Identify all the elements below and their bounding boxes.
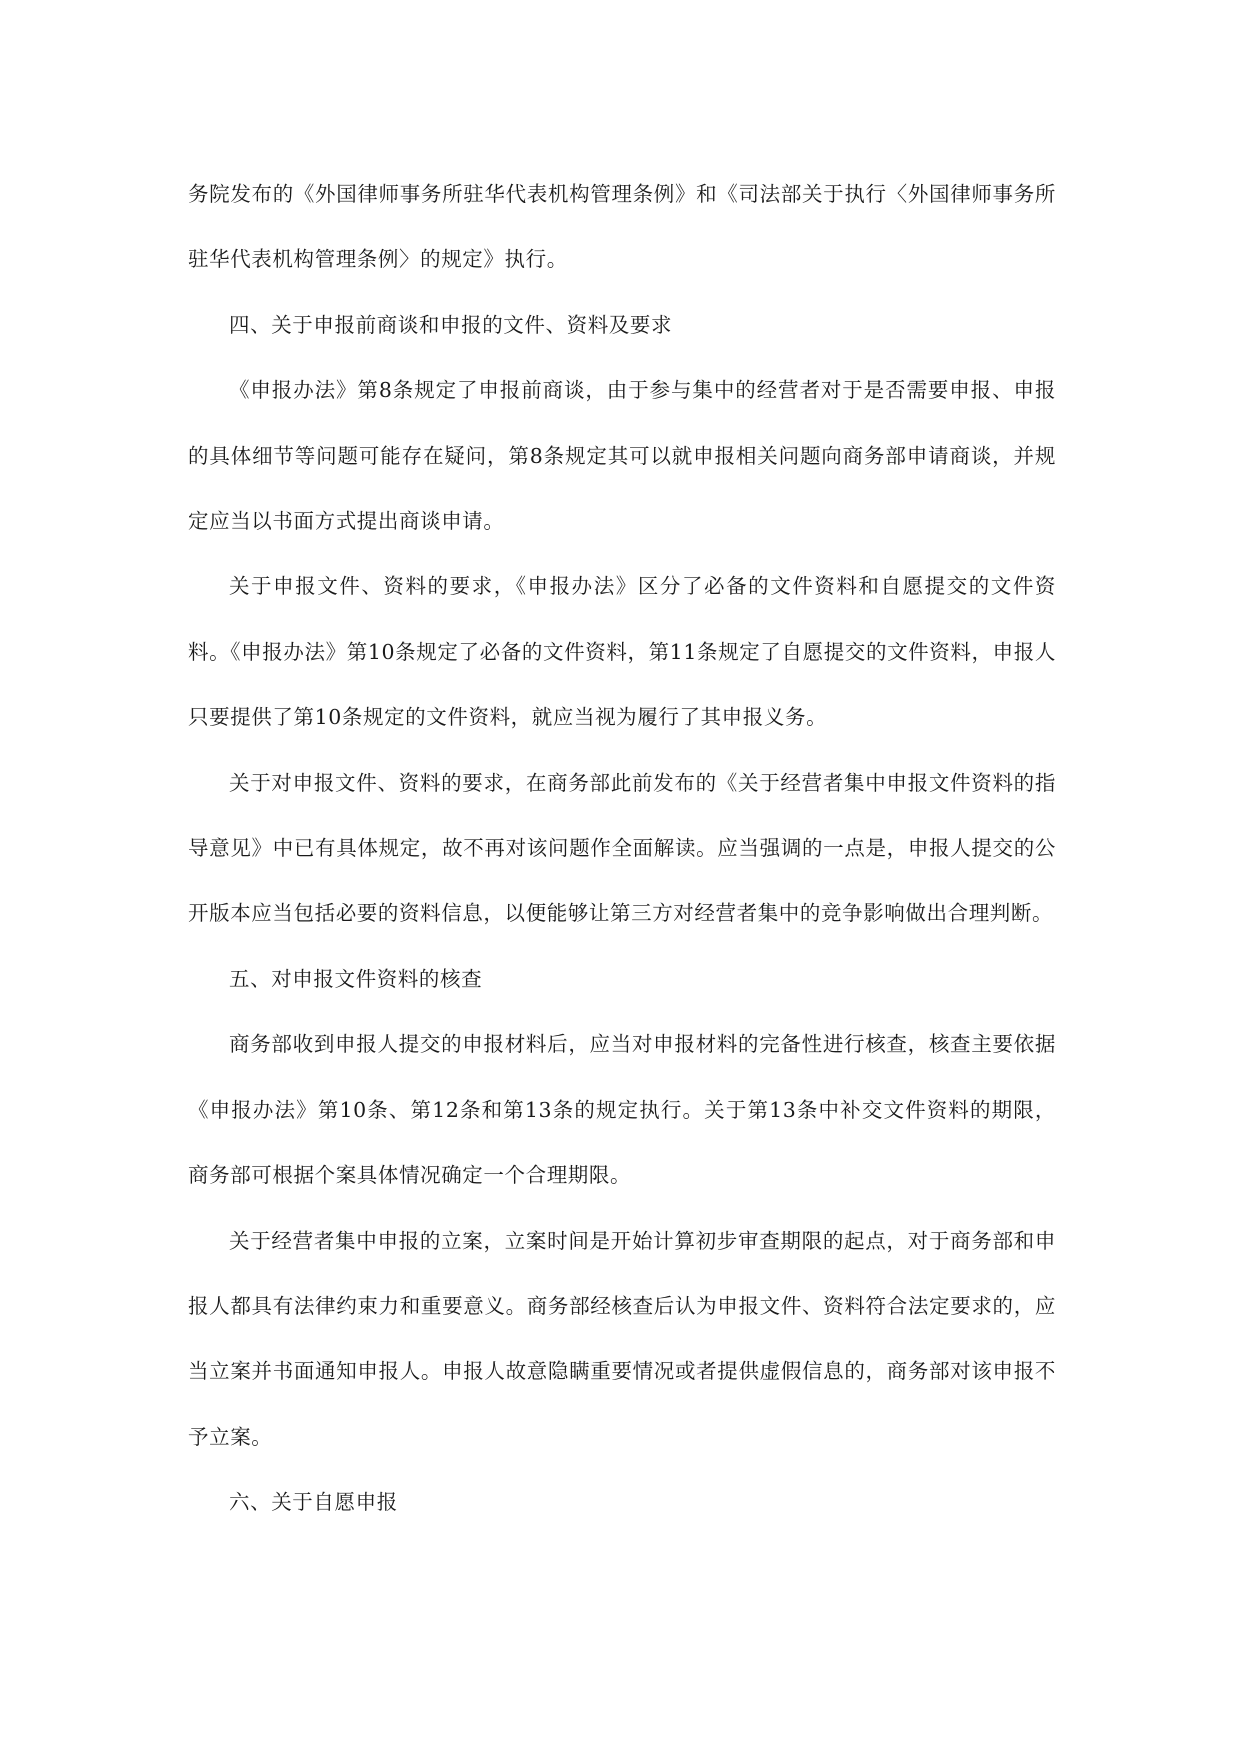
paragraph: 关于经营者集中申报的立案，立案时间是开始计算初步审查期限的起点，对于商务部和申报人都具有法律约束力和重要意义。商务部经核查后认为申报文件、资料符合法定要求的，应当立案并书面通知申报人。申报人故意隐瞒重要情况或者提供虚假信息的，商务部对该申报不予立案。 bbox=[188, 1228, 1056, 1449]
paragraph-continued: 务院发布的《外国律师事务所驻华代表机构管理条例》和《司法部关于执行〈外国律师事务所驻华代表机构管理条例〉的规定》执行。 bbox=[188, 182, 1056, 272]
paragraph: 关于申报文件、资料的要求，《申报办法》区分了必备的文件资料和自愿提交的文件资料。《申报办法》第10条规定了必备的文件资料，第11条规定了自愿提交的文件资料，申报人只要提供了第10条规定的文件资料，就应当视为履行了其申报义务。 bbox=[188, 574, 1056, 730]
section-heading-6: 六、关于自愿申报 bbox=[229, 1490, 398, 1515]
paragraph: 商务部收到申报人提交的申报材料后，应当对申报材料的完备性进行核查，核查主要依据《申报办法》第10条、第12条和第13条的规定执行。关于第13条中补交文件资料的期限，商务部可根据个案具体情况确定一个合理期限。 bbox=[188, 1032, 1056, 1188]
section-heading-4: 四、关于申报前商谈和申报的文件、资料及要求 bbox=[229, 312, 673, 337]
document-body bbox=[188, 162, 1056, 1536]
paragraph: 关于对申报文件、资料的要求，在商务部此前发布的《关于经营者集中申报文件资料的指导意见》中已有具体规定，故不再对该问题作全面解读。应当强调的一点是，申报人提交的公开版本应当包括必要的资料信息，以便能够让第三方对经营者集中的竞争影响做出合理判断。 bbox=[188, 770, 1056, 926]
section-heading-5: 五、对申报文件资料的核查 bbox=[229, 966, 483, 991]
paragraph: 《申报办法》第8条规定了申报前商谈，由于参与集中的经营者对于是否需要申报、申报的具体细节等问题可能存在疑问，第8条规定其可以就申报相关问题向商务部申请商谈，并规定应当以书面方式提出商谈申请。 bbox=[188, 378, 1056, 534]
